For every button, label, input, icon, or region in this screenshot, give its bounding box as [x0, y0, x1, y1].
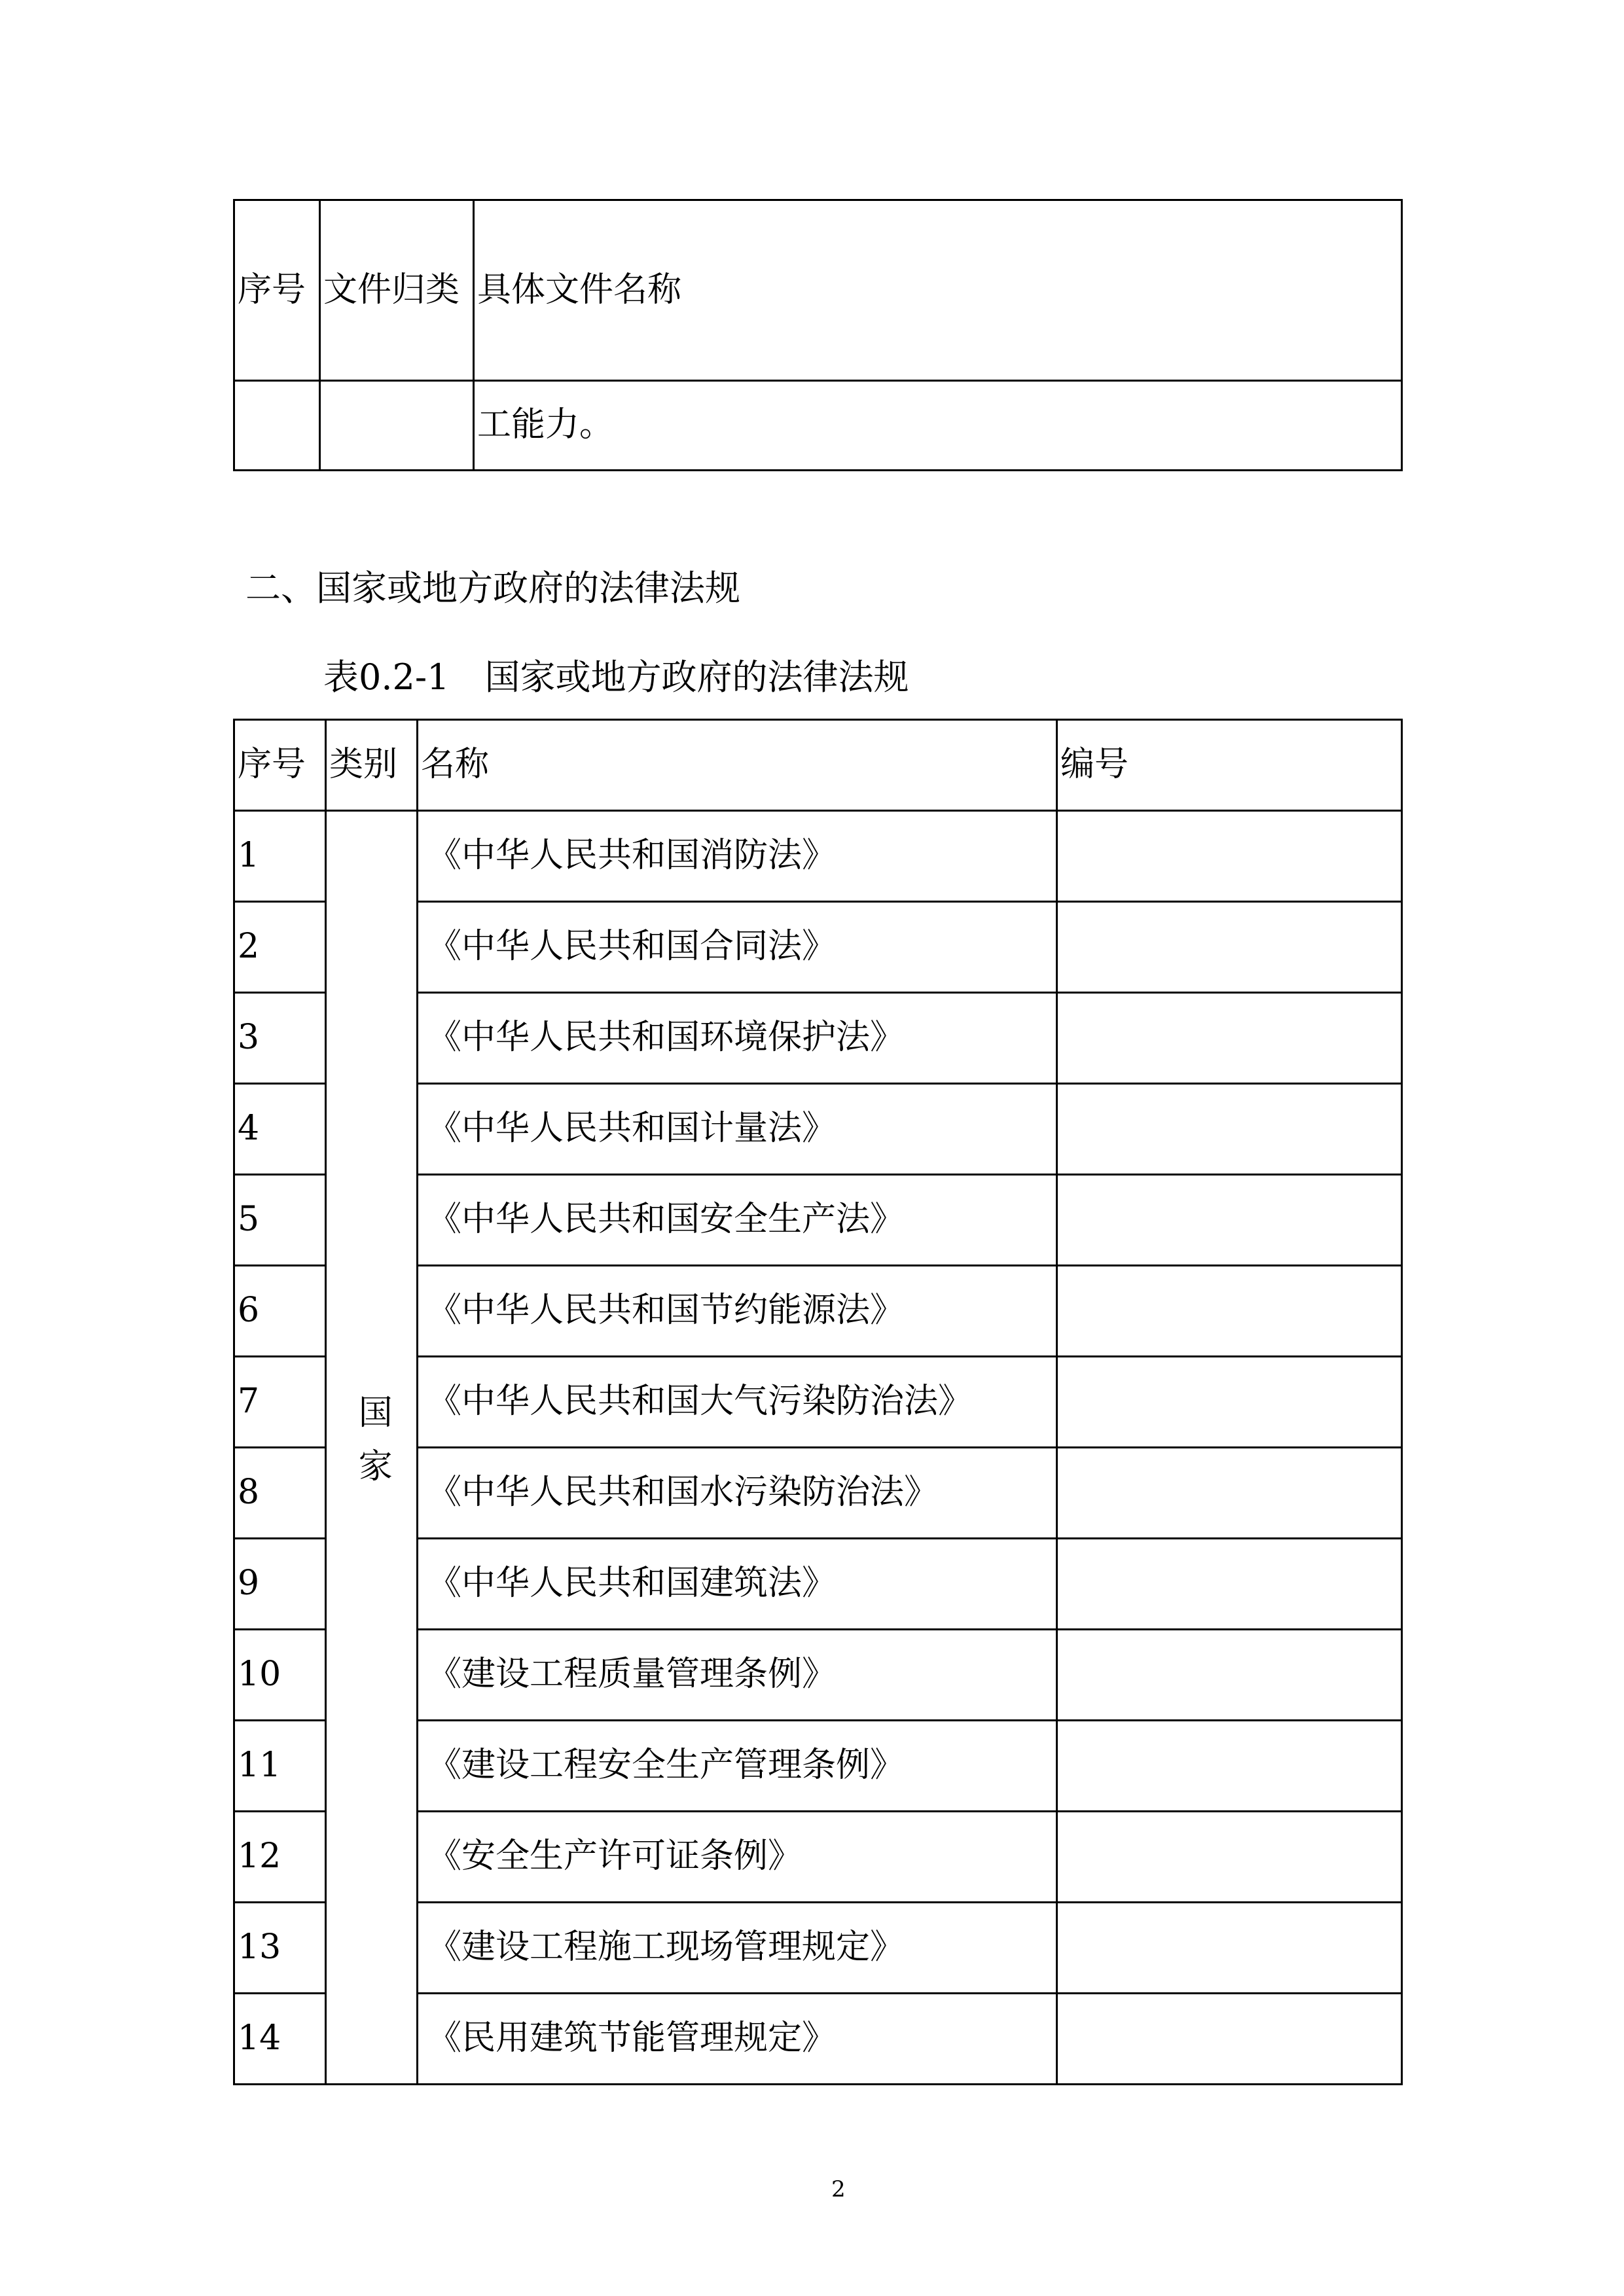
cell-name: 《中华人民共和国大气污染防治法》 [418, 1357, 1057, 1448]
cell-serial: 12 [234, 1812, 326, 1903]
cell-code [1057, 902, 1402, 993]
cell-name: 《中华人民共和国合同法》 [418, 902, 1057, 993]
section-heading: 二、国家或地方政府的法律法规 [245, 567, 740, 609]
cell-serial: 9 [234, 1539, 326, 1630]
cell-code [1057, 1630, 1402, 1721]
cell-serial: 6 [234, 1266, 326, 1357]
cell-category [320, 381, 474, 471]
header-category: 类别 [326, 720, 418, 811]
table-row [234, 811, 1402, 902]
cell-code [1057, 1357, 1402, 1448]
cell-serial [234, 381, 320, 471]
cell-filename: 工能力。 [474, 381, 1402, 471]
cell-code [1057, 1812, 1402, 1903]
cell-code [1057, 1084, 1402, 1175]
cell-serial: 10 [234, 1630, 326, 1721]
cell-name: 《中华人民共和国消防法》 [418, 811, 1057, 902]
cell-serial: 1 [234, 811, 326, 902]
cell-serial: 14 [234, 1994, 326, 2085]
cell-serial: 5 [234, 1175, 326, 1266]
cell-name: 《中华人民共和国安全生产法》 [418, 1175, 1057, 1266]
header-serial: 序号 [234, 720, 326, 811]
cell-code [1057, 1266, 1402, 1357]
header-filename: 具体文件名称 [474, 200, 1402, 381]
header-category: 文件归类 [320, 200, 474, 381]
cell-name: 《中华人民共和国计量法》 [418, 1084, 1057, 1175]
cell-serial: 4 [234, 1084, 326, 1175]
cell-code [1057, 993, 1402, 1084]
cell-serial: 7 [234, 1357, 326, 1448]
cell-name: 《建设工程施工现场管理规定》 [418, 1903, 1057, 1994]
document-table-continued [233, 199, 1403, 471]
cell-category: 国家 [326, 811, 418, 2085]
cell-serial: 3 [234, 993, 326, 1084]
cell-name: 《安全生产许可证条例》 [418, 1812, 1057, 1903]
cell-name: 《建设工程安全生产管理条例》 [418, 1721, 1057, 1812]
cell-name: 《中华人民共和国节约能源法》 [418, 1266, 1057, 1357]
cell-name: 《中华人民共和国环境保护法》 [418, 993, 1057, 1084]
table-caption: 表0.2-1 国家或地方政府的法律法规 [323, 656, 909, 698]
cell-name: 《建设工程质量管理条例》 [418, 1630, 1057, 1721]
cell-code [1057, 1721, 1402, 1812]
cell-code [1057, 811, 1402, 902]
cell-name: 《中华人民共和国水污染防治法》 [418, 1448, 1057, 1539]
law-table [233, 719, 1403, 2085]
header-serial: 序号 [234, 200, 320, 381]
cell-code [1057, 1539, 1402, 1630]
cell-code [1057, 1994, 1402, 2085]
cell-serial: 13 [234, 1903, 326, 1994]
page-number: 2 [831, 2176, 846, 2202]
cell-code [1057, 1903, 1402, 1994]
cell-name: 《中华人民共和国建筑法》 [418, 1539, 1057, 1630]
cell-serial: 2 [234, 902, 326, 993]
cell-code [1057, 1448, 1402, 1539]
cell-name: 《民用建筑节能管理规定》 [418, 1994, 1057, 2085]
cell-serial: 8 [234, 1448, 326, 1539]
header-name: 名称 [418, 720, 1057, 811]
cell-code [1057, 1175, 1402, 1266]
header-code: 编号 [1057, 720, 1402, 811]
cell-serial: 11 [234, 1721, 326, 1812]
